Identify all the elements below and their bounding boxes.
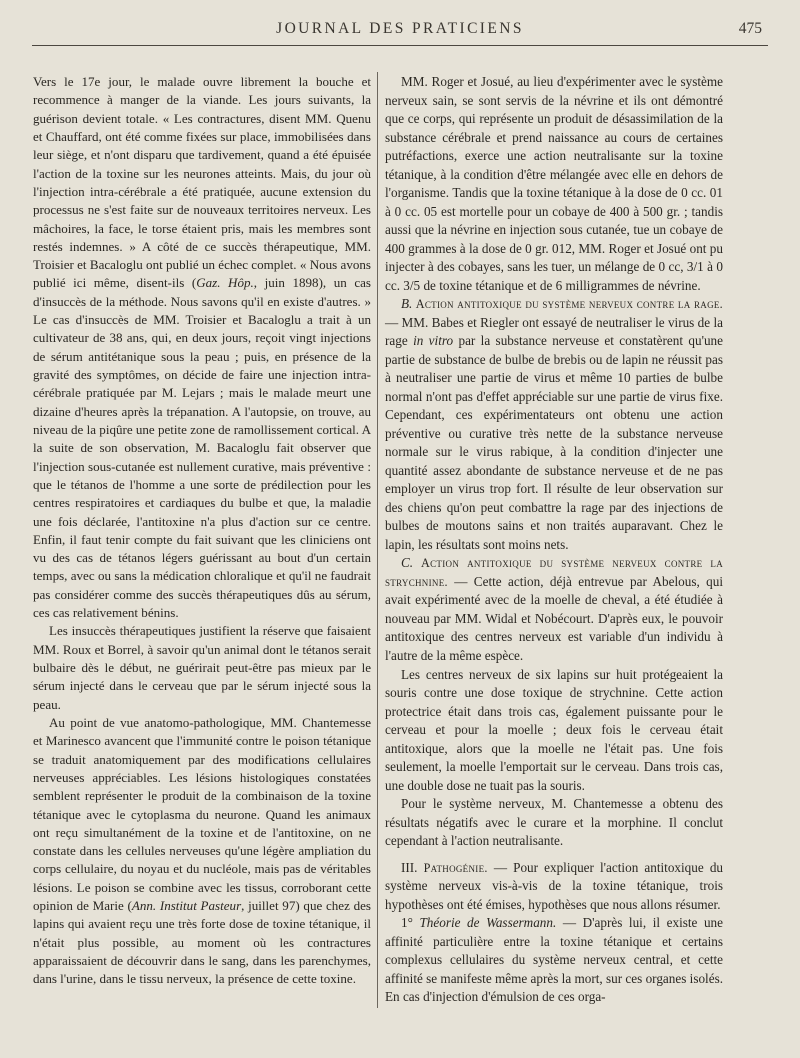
theory-wassermann-paragraph (385, 914, 723, 1007)
citation-ann-pasteur: Ann. Institut Pasteur (131, 898, 242, 914)
running-title: JOURNAL DES PRATICIENS (276, 20, 524, 37)
column-divider (377, 72, 378, 1008)
left-paragraph-1 (33, 73, 371, 622)
section-c-text: — Cette action, déjà entrevue par Abelous, qui avait expérimenté avec de la moelle de cheval, a été étudiée à nouveau par MM. Widal et Nobécourt. D'après eux, le pouvoir antitoxique des centres nerveux est variable d'un individu à l'autre de la même espèce. (385, 573, 723, 663)
page-number: 475 (738, 20, 762, 37)
right-paragraph-roger-josue: MM. Roger et Josué, au lieu d'expérimenter avec le système nerveux sain, se sont servis de la névrine et ils ont démontré que ce corps, qui représente un produit de désassimilation de la substance cérébrale et prend naissance au cours de certaines putréfactions, exerce une action neutralisante sur la toxine tétanique, à la condition d'être mélangée avec elle en dehors de l'organisme. Tandis que la toxine tétanique à la dose de 0 cc. 01 à 0 cc. 05 est mortelle pour un cobaye de 400 à 500 gr. ; tandis aussi que la névrine en injection sous cutanée, tue un cobaye de 400 grammes à la dose de 0 gr. 012, MM. Roger et Josué ont pu injecter à des cobayes, sans les tuer, un mélange de 0 cc, 3/1 à 0 cc. 3/5 de toxine tétanique et de 6 milligrammes de névrine. (385, 74, 723, 293)
section-iii-text: — Pour expliquer l'action antitoxique du système nerveux vis-à-vis de la toxine tétanique, trois hypothèses ont été émises, hypothèses que nous allons résumer. (385, 859, 724, 912)
section-c-letter: C. (401, 555, 414, 571)
section-iii-number: III. (401, 859, 418, 875)
right-column (385, 73, 723, 1007)
section-b-text: — MM. Babes et Riegler ont essayé de neutraliser le virus de la rage (385, 314, 723, 349)
left-p1-end: , juin 1898), un cas d'insuccès de la méthode. Nous savons qu'il en existe d'autres. » Le cas d'insuccès de MM. Troisier et Bacaloglu a trait à un cultivateur de 38 ans, qui, en deux jours, reçoit vingt injections de sérum antitétanique sous la peau ; puis, en présence de la gravité des symptômes, on décide de faire une injection intra-cérébrale pratiquée par M. Lejars ; mais le malade meurt une dizaine d'heures après la trépanation. A l'autopsie, on trouve, au niveau de la piqûre une petite zone de ramollissement cortical. A la suite de son observation, M. Bacaloglu fait observer que l'injection sous-cutanée est nullement curative, mais préventive : que le tétanos de l'homme a une sorte de prédilection pour les centres respiratoires et cardiaques du bulbe et que, la maladie une fois déclarée, l'antitoxine n'a plus d'action sur ce centre. Enfin, il faut tenir compte du fait suivant que les cliniciens ont vu des cas de tétanos légers guérissant au bout d'un certain temps, avec ou sans la médication chloralique et qu'il ne faudrait pas considérer comme des succès thérapeutiques dûs au sérum, ces cas relativement bénins. (33, 275, 372, 621)
left-p1-text: Vers le 17e jour, le malade ouvre librement la bouche et recommence à manger de la viande. Les jours suivants, la guérison devient totale. « Les contractures, disent MM. Quenu et Chauffard, ont été comme fixées sur place, immobilisées dans leur siège, et n'ont disparu que tardivement, quand a été épuisée l'action de la toxine sur les neurones atteints. Mais, du jour où l'injection intra-cérébrale a été pratiquée, aucune extension du processus ne s'est faite sur de nouveaux territoires nerveux. Les mâchoires, la face, le torse étaient pris, mais les membres sont restés indemnes. » A côté de ce succès thérapeutique, MM. Troisier et Bacaloglu ont publié un échec complet. « Nous avons publié ici même, disent-ils ( (33, 74, 371, 291)
in-vitro: in vitro (413, 333, 454, 349)
running-head (0, 14, 800, 52)
theory-text: — D'après lui, il existe une affinité particulière entre la toxine tétanique et certains complexus cellulaires du système nerveux central, et cette affinité se manifeste même après la mort, sur ces organes isolés. En cas d'injection d'émulsion de ces orga- (385, 915, 723, 1005)
section-b-letter: B. (401, 296, 413, 312)
section-c-paragraph (385, 554, 723, 665)
citation-gaz-hop: Gaz. Hôp. (196, 275, 254, 291)
section-b-paragraph (385, 295, 723, 554)
left-paragraph-3 (33, 714, 371, 989)
section-iii-heading: Pathogénie. (423, 860, 488, 875)
section-iii-paragraph (385, 859, 723, 915)
section-b-text-2: par la substance nerveuse et constatèrent qu'une partie de substance de bulbe de brebis ou de lapin ne réussit pas à neutraliser une partie de virus et même 10 parties de bulbe normal n'ont pas d'effet appréciable sur une partie de virus fixe. Cependant, ces expérimentateurs ont obtenu une action préventive ou curative très nette de la substance nerveuse normale sur le virus rabique, à la condition d'injecter une quantité assez abondante de substance nerveuse et de ne pas employer un virus trop fort. Il résulte de leur observation sur des chiens qu'on peut combattre la rage par des injections de bulbes de moutons sains et non traités auparavant. Chez le lapin, les résultats sont moins nets. (385, 333, 723, 552)
paragraph-systeme: Pour le système nerveux, M. Chantemesse a obtenu des résultats négatifs avec le curare et la morphine. Il conclut cependant à l'action neutralisante. (385, 796, 723, 849)
section-b-heading: Action antitoxique du système nerveux contre la rage. (415, 297, 724, 312)
left-p3-text: Au point de vue anatomo-pathologique, MM. Chantemesse et Marinesco avancent que l'immunité contre le poison tétanique se traduit anatomiquement par des modifications cellulaires nerveuses appréciables. Les lésions histologiques constatées semblent représenter le produit de la combinaison de la toxine tétanique avec le cytoplasma du neurone. Quand les animaux ont reçu simultanément de la toxine et de l'antitoxine, on ne constate dans les cellules nerveuses qu'une légère ampliation du corps cellulaire, du noyau et du nucléole, mais pas de véritables lésions. Le poison se combine avec les tissus, corroborant cette opinion de Marie ( (33, 714, 371, 914)
left-p3-end: , juillet 97) que chez des lapins qui avaient reçu une très forte dose de toxine tétanique, il n'était plus possible, au moment où les contractures apparaissaient de découvrir dans le sang, dans les parenchymes, dans l'urine, dans le tissu nerveux, la présence de cette toxine. (33, 898, 372, 987)
section-c-heading: Action antitoxique du système nerveux contre la strychnine. (385, 556, 724, 589)
left-paragraph-2: Les insuccès thérapeutiques justifient la réserve que faisaient MM. Roux et Borrel, à savoir qu'un animal dont le tétanos serait bulbaire dès le début, ne guérirait peut-être pas mieux par le sérum injecté dans le cerveau que par le sérum injecté sous la peau. (33, 623, 371, 712)
left-column (33, 73, 371, 989)
theory-number: 1° (401, 915, 413, 931)
header-rule (32, 45, 768, 46)
theory-heading: Théorie de Wassermann. (419, 915, 557, 931)
paragraph-lapins: Les centres nerveux de six lapins sur huit protégeaient la souris contre une dose toxique de strychnine. Cette action protectrice était dans trois cas, également puissante pour le cerveau et pour la moelle ; deux fois le cerveau était antitoxique, alors que la moelle ne l'était pas. Une fois seulement, la moelle l'emportait sur le cerveau. Dans trois cas, une double dose ne tuait pas la souris. (385, 666, 723, 793)
